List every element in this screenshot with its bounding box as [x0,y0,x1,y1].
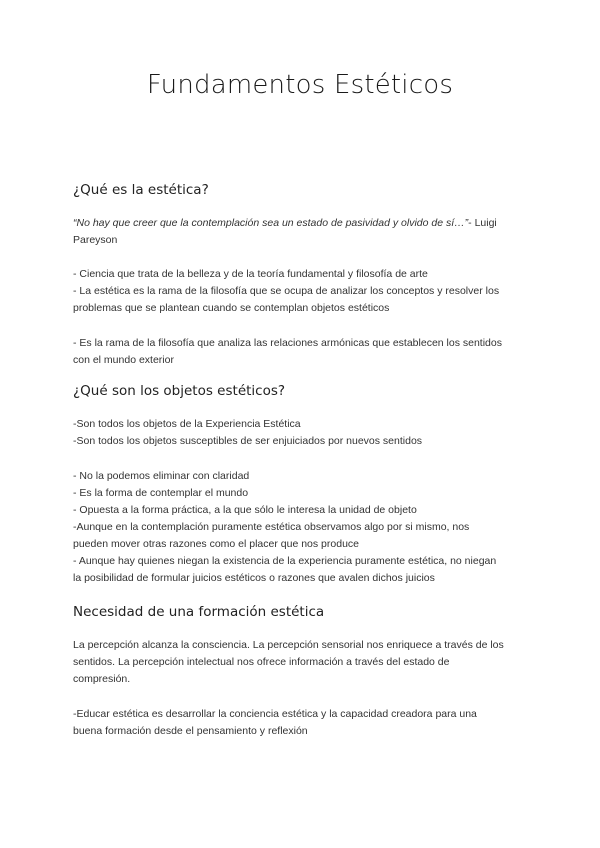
list-item: - Aunque hay quienes niegan la existencia de la experiencia puramente estética, no niegan [73,555,497,567]
definition-item: - Es la rama de la filosofía que analiza las relaciones armónicas que establecen los sentidos [73,337,502,349]
list-item-continued: la posibilidad de formular juicios estéticos o razones que avalen dichos juicios [73,572,435,584]
list-item: - Opuesta a la forma práctica, a la que sólo le interesa la unidad de objeto [73,504,417,516]
characteristics-list [73,468,533,587]
section-heading-que-es-la-estetica: ¿Qué es la estética? [73,182,209,198]
objects-list [73,416,533,450]
list-item: -Son todos los objetos de la Experiencia Estética [73,418,301,430]
paragraph-line: sentidos. La percepción intelectual nos ofrece información a través del estado de [73,656,450,668]
quote-author-surname: Pareyson [73,234,118,246]
list-item: -Son todos los objetos susceptibles de ser enjuiciados por nuevos sentidos [73,435,423,447]
paragraph-line: La percepción alcanza la consciencia. La percepción sensorial nos enriquece a través de los [73,639,504,651]
section-heading-objetos-esteticos: ¿Qué son los objetos estéticos? [73,383,286,399]
quote-author: - Luigi [468,217,497,229]
definition-paragraph [73,335,533,369]
list-item: - No la podemos eliminar con claridad [73,470,250,482]
definition-item-continued: con el mundo exterior [73,354,174,366]
list-item: -Aunque en la contemplación puramente estética observamos algo por si mismo, nos [73,521,470,533]
list-item: - Es la forma de contemplar el mundo [73,487,249,499]
quote-paragraph [73,215,533,249]
list-item-continued: pueden mover otras razones como el placer que nos produce [73,538,360,550]
definition-item-continued: problemas que se plantean cuando se contemplan objetos estéticos [73,302,390,314]
definition-list [73,266,533,317]
definition-item: - Ciencia que trata de la belleza y de la teoría fundamental y filosofía de arte [73,268,428,280]
page-title: Fundamentos Estéticos [146,70,454,100]
paragraph-line: -Educar estética es desarrollar la conciencia estética y la capacidad creadora para una [73,708,477,720]
perception-paragraph [73,637,533,688]
definition-item: - La estética es la rama de la filosofía que se ocupa de analizar los conceptos y resolver los [73,285,500,297]
quote-text: “No hay que creer que la contemplación sea un estado de pasividad y olvido de sí…” [73,217,469,229]
paragraph-line: buena formación desde el pensamiento y reflexión [73,725,308,737]
section-heading-formacion-estetica: Necesidad de una formación estética [73,604,325,620]
education-paragraph [73,706,533,740]
paragraph-line: compresión. [73,673,131,685]
